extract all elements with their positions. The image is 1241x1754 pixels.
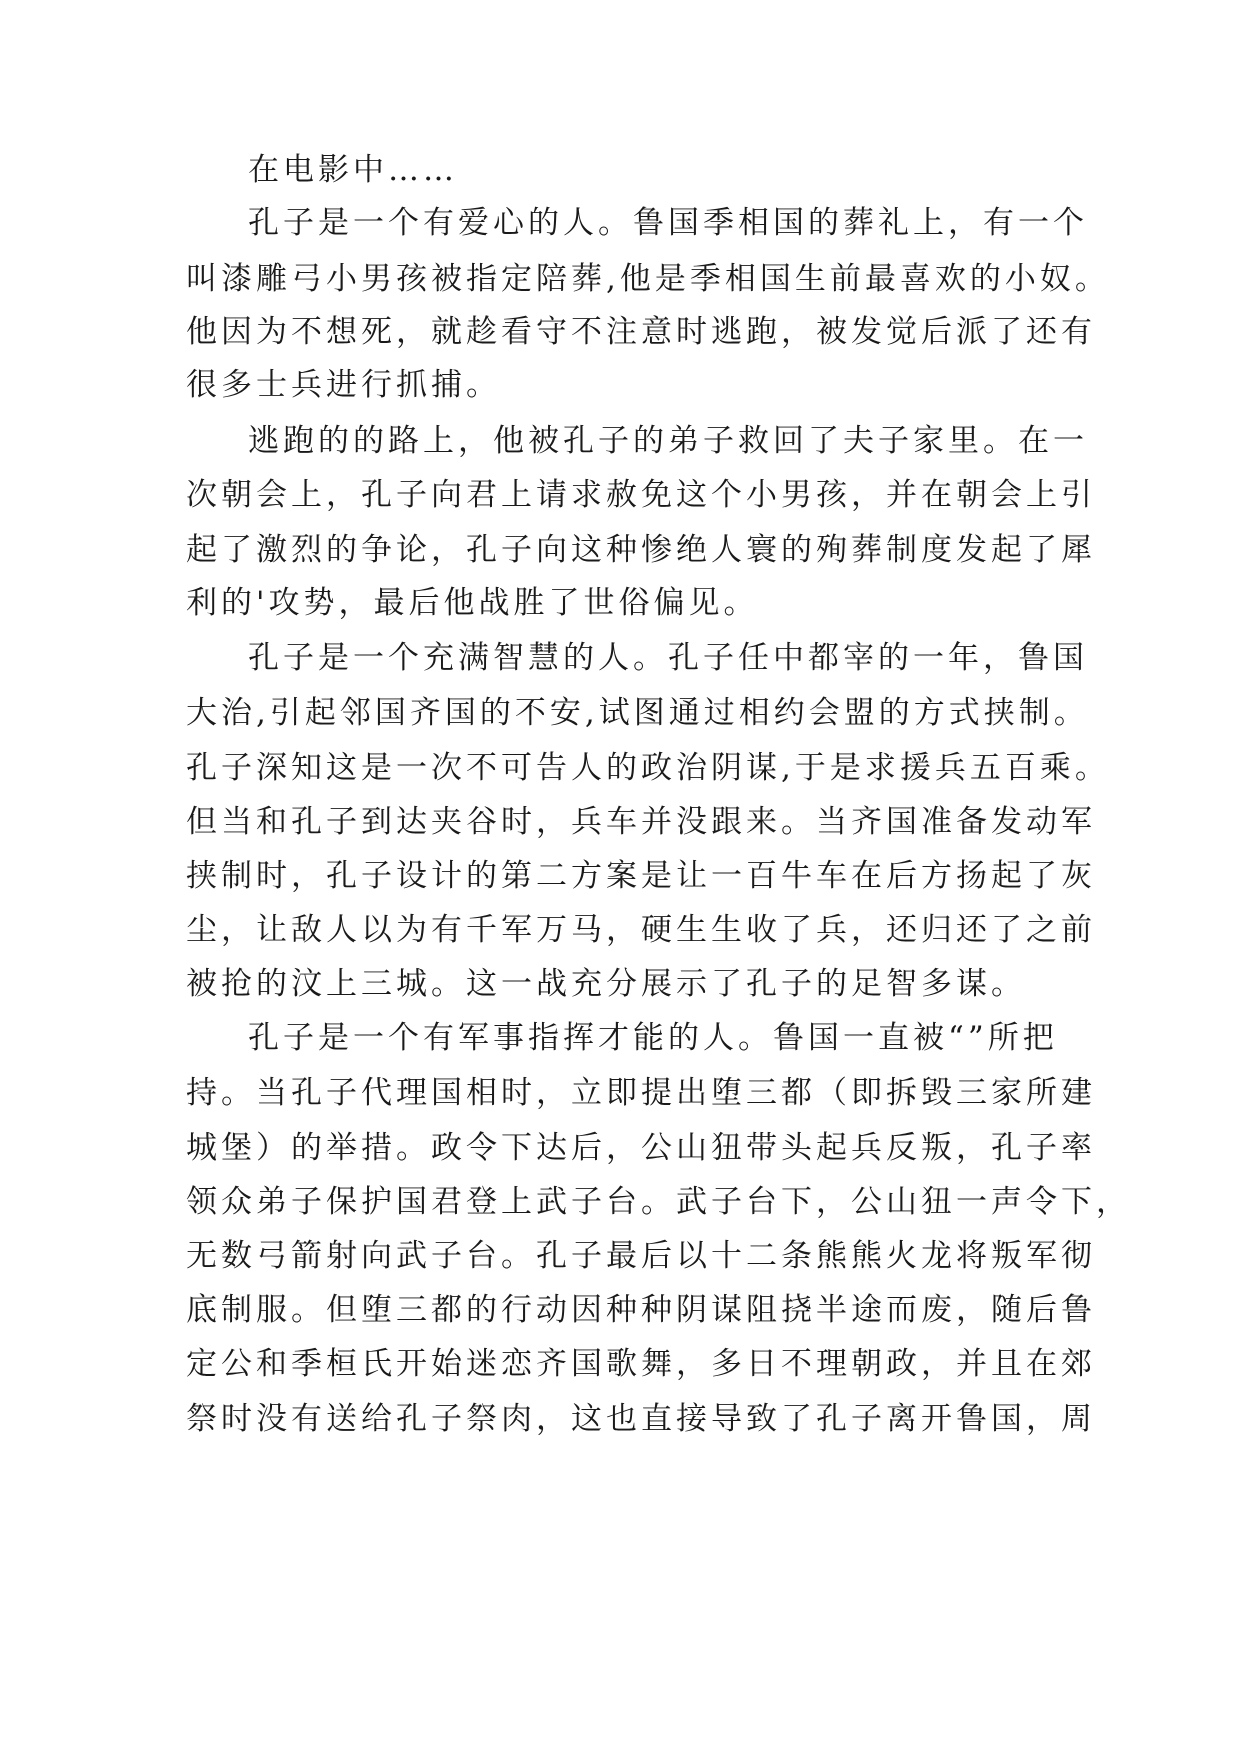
paragraph-line: 领众弟子保护国君登上武子台。武子台下，公山狃一声令下， xyxy=(186,1184,1131,1220)
paragraph-line: 利的'攻势，最后他战胜了世俗偏见。 xyxy=(186,585,759,621)
paragraph-line: 次朝会上，孔子向君上请求赦免这个小男孩，并在朝会上引 xyxy=(186,477,1096,513)
paragraph-line: 被抢的汶上三城。这一战充分展示了孔子的足智多谋。 xyxy=(186,966,1026,1002)
paragraph-line: 孔子是一个有爱心的人。鲁国季相国的葬礼上，有一个 xyxy=(248,205,1088,241)
paragraph-line: 很多士兵进行抓捕。 xyxy=(186,367,501,403)
paragraph-line: 城堡）的举措。政令下达后，公山狃带头起兵反叛，孔子率 xyxy=(186,1130,1096,1166)
paragraph-line: 孔子是一个充满智慧的人。孔子任中都宰的一年，鲁国 xyxy=(248,640,1088,676)
paragraph-line: 尘，让敌人以为有千军万马，硬生生收了兵，还归还了之前 xyxy=(186,912,1096,948)
paragraph-line: 起了激烈的争论，孔子向这种惨绝人寰的殉葬制度发起了犀 xyxy=(186,532,1096,568)
paragraph-line: 底制服。但堕三都的行动因种种阴谋阻挠半途而废，随后鲁 xyxy=(186,1292,1096,1328)
paragraph-line: 在电影中…… xyxy=(248,152,458,188)
paragraph-line: 无数弓箭射向武子台。孔子最后以十二条熊熊火龙将叛军彻 xyxy=(186,1238,1096,1274)
paragraph-line: 但当和孔子到达夹谷时，兵车并没跟来。当齐国准备发动军 xyxy=(186,804,1096,840)
paragraph-line: 祭时没有送给孔子祭肉，这也直接导致了孔子离开鲁国，周 xyxy=(186,1401,1096,1437)
paragraph-line: 挟制时，孔子设计的第二方案是让一百牛车在后方扬起了灰 xyxy=(186,858,1096,894)
paragraph-line: 孔子是一个有军事指挥才能的人。鲁国一直被“”所把 xyxy=(248,1020,1058,1056)
paragraph-line: 持。当孔子代理国相时，立即提出堕三都（即拆毁三家所建 xyxy=(186,1075,1096,1111)
paragraph-line: 叫漆雕弓小男孩被指定陪葬,他是季相国生前最喜欢的小奴。 xyxy=(186,261,1110,297)
paragraph-line: 定公和季桓氏开始迷恋齐国歌舞，多日不理朝政，并且在郊 xyxy=(186,1346,1096,1382)
paragraph-line: 他因为不想死，就趁看守不注意时逃跑，被发觉后派了还有 xyxy=(186,314,1096,350)
paragraph-line: 大治,引起邻国齐国的不安,试图通过相约会盟的方式挟制。 xyxy=(186,695,1089,731)
paragraph-line: 孔子深知这是一次不可告人的政治阴谋,于是求援兵五百乘。 xyxy=(186,750,1110,786)
paragraph-line: 逃跑的的路上，他被孔子的弟子救回了夫子家里。在一 xyxy=(248,423,1088,459)
